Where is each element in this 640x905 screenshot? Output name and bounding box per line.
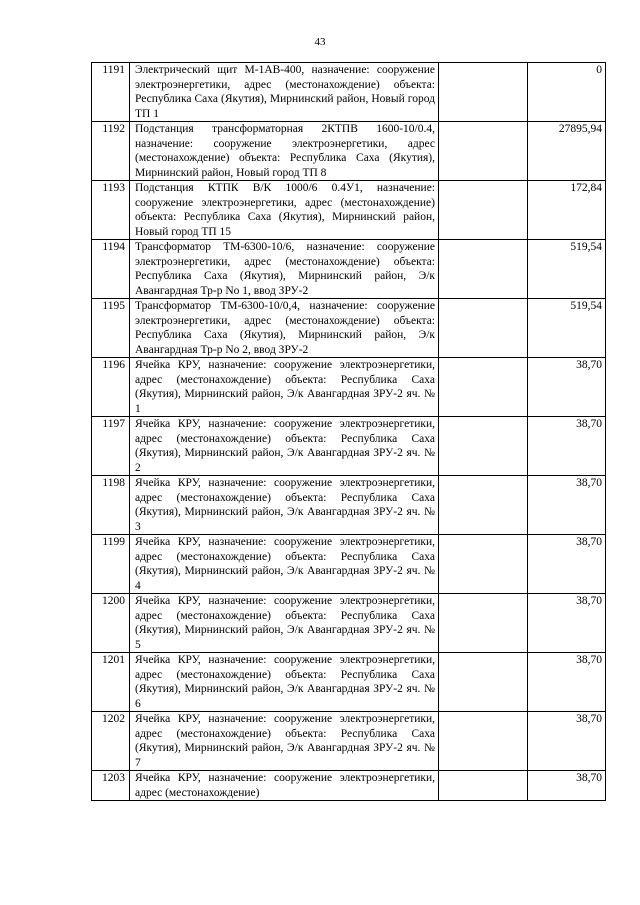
row-value: 38,70 [528, 653, 606, 712]
row-number: 1202 [92, 712, 130, 771]
row-description: Трансформатор ТМ-6300-10/0,4, назначение: сооружение электроэнергетики, адрес (местонахождение) объекта: Республика Саха (Якутия), Мирнинский район, Э/к Авангардная Тр-р No 2, ввод ЗРУ-2 [130, 299, 439, 358]
row-empty-cell [439, 594, 528, 653]
table-row [92, 653, 606, 712]
row-description: Ячейка КРУ, назначение: сооружение электроэнергетики, адрес (местонахождение) [130, 771, 439, 801]
table-row [92, 535, 606, 594]
row-value: 0 [528, 63, 606, 122]
table-row [92, 299, 606, 358]
row-description: Ячейка КРУ, назначение: сооружение электроэнергетики, адрес (местонахождение) объекта: Республика Саха (Якутия), Мирнинский район, Э/к Авангардная ЗРУ-2 яч. № 3 [130, 476, 439, 535]
row-description: Подстанция КТПК В/К 1000/6 0.4У1, назначение: сооружение электроэнергетики, адрес (местонахождение) объекта: Республика Саха (Якутия), Мирнинский район, Новый город ТП 15 [130, 181, 439, 240]
row-empty-cell [439, 63, 528, 122]
row-value: 27895,94 [528, 122, 606, 181]
row-value: 38,70 [528, 594, 606, 653]
page-number: 43 [314, 36, 326, 48]
row-description: Ячейка КРУ, назначение: сооружение электроэнергетики, адрес (местонахождение) объекта: Республика Саха (Якутия), Мирнинский район, Э/к Авангардная ЗРУ-2 яч. № 2 [130, 417, 439, 476]
row-number: 1201 [92, 653, 130, 712]
row-empty-cell [439, 535, 528, 594]
row-empty-cell [439, 417, 528, 476]
row-value: 38,70 [528, 476, 606, 535]
row-value: 38,70 [528, 358, 606, 417]
table-body [92, 63, 606, 801]
row-number: 1195 [92, 299, 130, 358]
row-value: 38,70 [528, 417, 606, 476]
row-value: 38,70 [528, 771, 606, 801]
table-row [92, 122, 606, 181]
row-empty-cell [439, 653, 528, 712]
row-number: 1199 [92, 535, 130, 594]
row-number: 1200 [92, 594, 130, 653]
table-row [92, 594, 606, 653]
row-number: 1194 [92, 240, 130, 299]
row-value: 172,84 [528, 181, 606, 240]
table-row [92, 476, 606, 535]
row-description: Подстанция трансформаторная 2КТПВ 1600-10/0.4, назначение: сооружение электроэнергетики, адрес (местонахождение) объекта: Республика Саха (Якутия), Мирнинский район, Новый город ТП 8 [130, 122, 439, 181]
row-description: Ячейка КРУ, назначение: сооружение электроэнергетики, адрес (местонахождение) объекта: Республика Саха (Якутия), Мирнинский район, Э/к Авангардная ЗРУ-2 яч. № 6 [130, 653, 439, 712]
row-description: Ячейка КРУ, назначение: сооружение электроэнергетики, адрес (местонахождение) объекта: Республика Саха (Якутия), Мирнинский район, Э/к Авангардная ЗРУ-2 яч. № 1 [130, 358, 439, 417]
row-description: Трансформатор ТМ-6300-10/6, назначение: сооружение электроэнергетики, адрес (местонахождение) объекта: Республика Саха (Якутия), Мирнинский район, Э/к Авангардная Тр-р No 1, ввод ЗРУ-2 [130, 240, 439, 299]
row-number: 1193 [92, 181, 130, 240]
row-number: 1191 [92, 63, 130, 122]
row-value: 38,70 [528, 712, 606, 771]
table-row [92, 63, 606, 122]
row-number: 1203 [92, 771, 130, 801]
table-row [92, 712, 606, 771]
property-table [91, 62, 606, 801]
row-description: Электрический щит М-1АВ-400, назначение: сооружение электроэнергетики, адрес (местонахождение) объекта: Республика Саха (Якутия), Мирнинский район, Новый город ТП 1 [130, 63, 439, 122]
row-description: Ячейка КРУ, назначение: сооружение электроэнергетики, адрес (местонахождение) объекта: Республика Саха (Якутия), Мирнинский район, Э/к Авангардная ЗРУ-2 яч. № 7 [130, 712, 439, 771]
row-number: 1192 [92, 122, 130, 181]
row-empty-cell [439, 240, 528, 299]
row-description: Ячейка КРУ, назначение: сооружение электроэнергетики, адрес (местонахождение) объекта: Республика Саха (Якутия), Мирнинский район, Э/к Авангардная ЗРУ-2 яч. № 4 [130, 535, 439, 594]
row-number: 1197 [92, 417, 130, 476]
table-row [92, 181, 606, 240]
row-number: 1196 [92, 358, 130, 417]
row-value: 38,70 [528, 535, 606, 594]
table-row [92, 358, 606, 417]
row-empty-cell [439, 122, 528, 181]
row-empty-cell [439, 771, 528, 801]
row-number: 1198 [92, 476, 130, 535]
row-description: Ячейка КРУ, назначение: сооружение электроэнергетики, адрес (местонахождение) объекта: Республика Саха (Якутия), Мирнинский район, Э/к Авангардная ЗРУ-2 яч. № 5 [130, 594, 439, 653]
row-empty-cell [439, 181, 528, 240]
table-row [92, 771, 606, 801]
row-value: 519,54 [528, 240, 606, 299]
row-empty-cell [439, 712, 528, 771]
row-empty-cell [439, 358, 528, 417]
row-empty-cell [439, 476, 528, 535]
table-row [92, 417, 606, 476]
row-empty-cell [439, 299, 528, 358]
table-row [92, 240, 606, 299]
row-value: 519,54 [528, 299, 606, 358]
